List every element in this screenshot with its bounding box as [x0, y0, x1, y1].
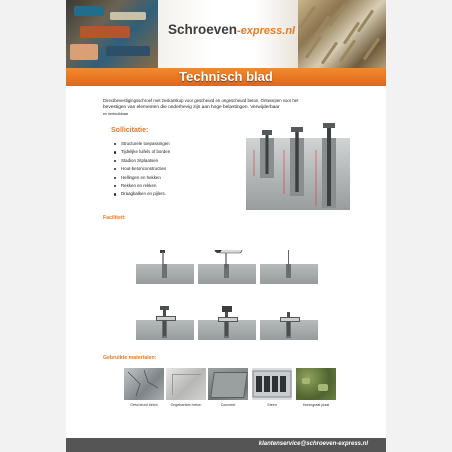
solicitatie-heading: Sollicitatie:	[111, 127, 149, 134]
intro-paragraph	[103, 98, 373, 118]
material-image-cracked-concrete	[124, 368, 164, 400]
footer-bar	[66, 438, 386, 452]
title-banner	[66, 68, 386, 86]
screws-photo	[298, 0, 386, 68]
material-label: Honingraat plaat	[302, 403, 330, 407]
material-label: Steen	[267, 403, 277, 407]
blower-icon	[210, 250, 246, 270]
logo-main-text: Schroeven	[168, 22, 238, 37]
list-item: Rekken en rekken	[114, 182, 170, 190]
hollow-block-svg	[252, 368, 292, 400]
install-step-2-blow	[198, 250, 256, 284]
install-step-4-insert	[136, 306, 194, 340]
list-item: Tijdelijke luifels of borden	[114, 148, 170, 156]
toolbox-photo	[66, 0, 158, 68]
material-label: Ongebarsten beton	[170, 403, 202, 407]
crack-lines	[124, 368, 164, 400]
material-image-uncracked-concrete	[166, 368, 206, 400]
intro-line-3: en herbruikbaar	[103, 112, 129, 117]
page-title: Technisch blad	[179, 69, 273, 84]
drill-icon	[152, 250, 182, 270]
install-step-5-tighten	[198, 306, 256, 340]
install-step-3-clean	[260, 250, 318, 284]
anchor-cross-section-illustration	[246, 120, 350, 210]
anchor-cross-section-svg	[246, 120, 350, 210]
logo-suffix-text: -express.nl	[237, 25, 296, 37]
list-item: Draagbalken en pijlers.	[114, 190, 170, 198]
faciliteit-heading: Faciliteit:	[103, 215, 126, 221]
material-image-honeycomb-board	[296, 368, 336, 400]
material-label: Gescheurd beton	[130, 403, 158, 407]
brand-logo[interactable]	[168, 22, 295, 37]
materials-heading: Gebruikte materialen:	[103, 355, 157, 361]
intro-line-1: Directbevestigingsschroef met zeskantkop voor gescheurd en ongescheurd beton. Ontworpen voor het	[103, 98, 299, 103]
solicitatie-list	[114, 140, 170, 199]
header-banner-image	[66, 0, 386, 68]
list-item: Hout-betonconstructies	[114, 165, 170, 173]
intro-line-2: bevestigen van elementen die onderhevig zijn aan hoge belastingen. Verwijderbaar	[103, 104, 280, 110]
install-step-1-drill	[136, 250, 194, 284]
material-image-stone	[252, 368, 292, 400]
footer-email-link[interactable]: klantenservice@schroeven-express.nl	[258, 441, 368, 447]
list-item: Structurele toepassingen	[114, 140, 170, 148]
list-item: Stadion zitplaatsen	[114, 157, 170, 165]
material-label: Concreet	[220, 403, 236, 407]
install-step-6-done	[260, 306, 318, 340]
list-item: Hellingen en hekken	[114, 174, 170, 182]
material-image-concrete	[208, 368, 248, 400]
technical-sheet-page	[66, 0, 386, 452]
